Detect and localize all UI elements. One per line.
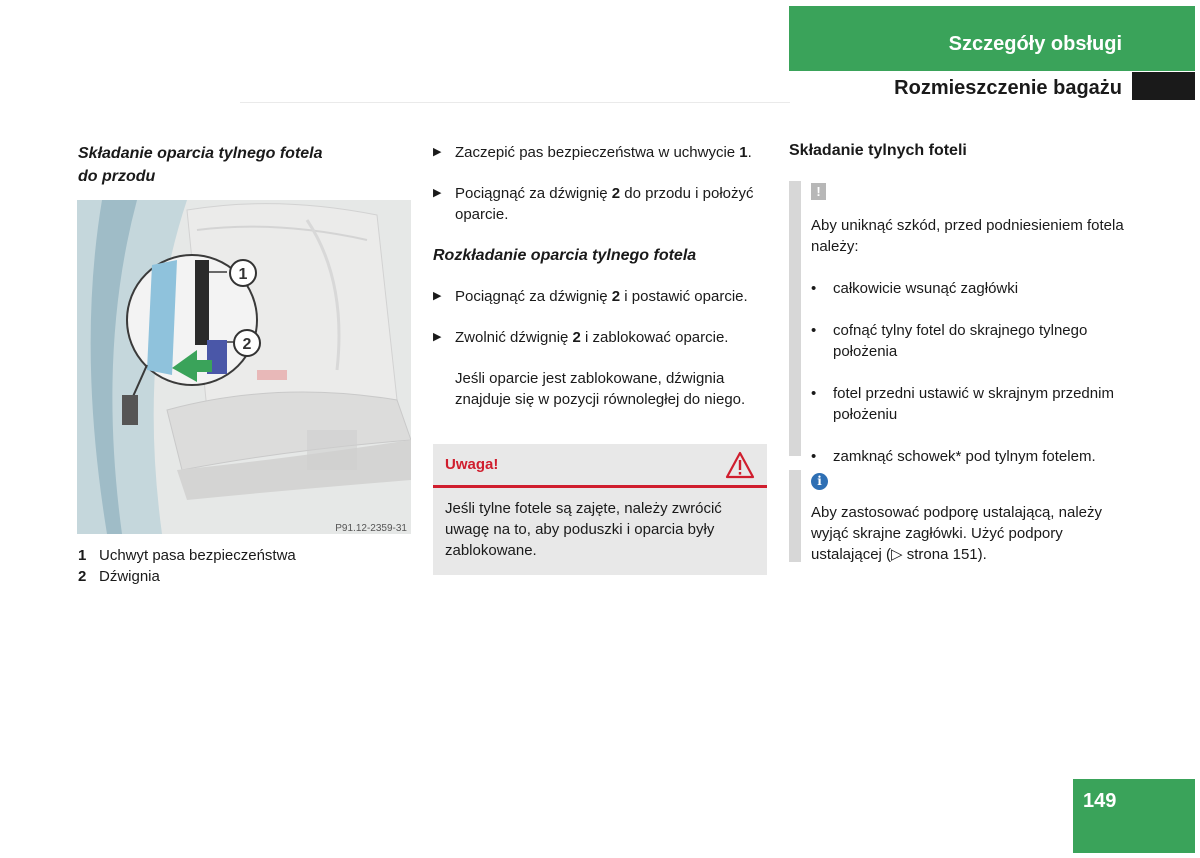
step-text: Pociągnąć za dźwignię 2 i postawić oparcie. [455,288,748,305]
figure-legend [78,545,296,587]
callout-2: 2 [242,336,252,353]
info-icon: i [811,473,828,490]
legend-text: Dźwignia [99,568,160,585]
page-reference[interactable]: strona 151). [906,546,987,563]
warning-box [433,444,767,575]
arrow-right-icon: ▶ [433,146,442,158]
unfold-heading: Rozkładanie oparcia tylnego fotela [433,247,697,264]
arrow-right-icon: ▶ [433,187,442,199]
caution-intro: Aby uniknąć szkód, przed podniesieniem fotela należy: [811,217,1124,255]
legend-item [78,545,296,566]
callout-1: 1 [238,266,248,283]
figure-code: P91.12-2359-31 [335,523,407,534]
seat-illustration-svg [77,200,411,534]
step-text: Zwolnić dźwignię 2 i zablokować oparcie. [455,329,729,346]
exclamation-icon: ! [811,183,826,200]
info-text: Aby zastosować podporę ustalającą, należy wyjąć skrajne zagłówki. Użyć podpory ustalającej (▷ strona 151). [811,504,1103,563]
step-text: Zaczepić pas bezpieczeństwa w uchwycie 1. [455,144,752,161]
instruction-step [433,142,769,163]
page-number: 149 [1073,779,1195,853]
header-rule [240,102,790,103]
column-instructions [433,142,769,410]
fold-forward-heading-line2: do przodu [78,168,156,185]
instruction-step [433,286,769,307]
info-block [789,470,1129,562]
instruction-step [433,327,769,348]
caution-block [789,181,1129,465]
list-item: • fotel przedni ustawić w skrajnym przednim położeniu [811,385,1114,423]
warning-title: Uwaga! [445,456,499,473]
warning-text: Jeśli tylne fotele są zajęte, należy zwrócić uwagę na to, aby poduszki i oparcia były zablokowane. [445,500,722,559]
list-item: • całkowicie wsunąć zagłówki [811,280,1019,297]
section-title: Szczegóły obsługi [789,6,1195,71]
legend-number: 1 [78,547,87,564]
warning-triangle-icon [725,451,755,479]
warning-header [433,444,767,488]
legend-number: 2 [78,568,87,585]
list-item: • zamknąć schowek* pod tylnym fotelem. [811,448,1096,465]
legend-item [78,566,296,587]
subsection-title: Rozmieszczenie bagażu [789,72,1132,103]
arrow-right-icon: ▶ [433,290,442,302]
caution-strip [789,181,801,456]
list-item: • cofnąć tylny fotel do skrajnego tylnego położenia [811,322,1088,360]
fold-forward-heading-line1: Składanie oparcia tylnego fotela [78,145,323,162]
step-text: Pociągnąć za dźwignię 2 do przodu i położyć oparcie. [455,185,754,223]
fold-seats-heading: Składanie tylnych foteli [789,142,967,159]
lock-note: Jeśli oparcie jest zablokowane, dźwignia znajduje się w pozycji równoległej do niego. [455,370,746,408]
header-bar [1132,72,1195,100]
instruction-step [433,183,769,225]
legend-text: Uchwyt pasa bezpieczeństwa [99,547,296,564]
seat-illustration [77,200,411,534]
info-strip [789,470,801,562]
page-reference-arrow-icon: ▷ [891,546,903,563]
fold-forward-heading [78,142,408,188]
arrow-right-icon: ▶ [433,331,442,343]
